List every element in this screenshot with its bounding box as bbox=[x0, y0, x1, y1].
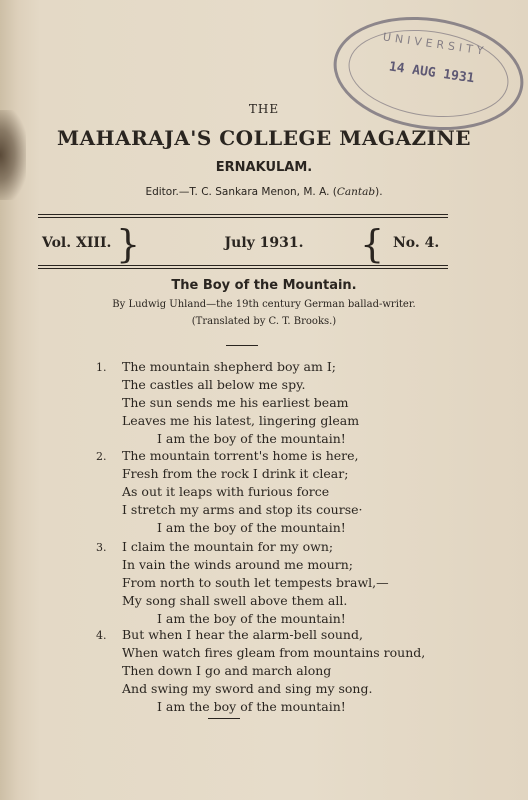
poem-line: I claim the mountain for my own; bbox=[122, 539, 334, 554]
stanza-number: 2. bbox=[96, 450, 107, 463]
end-divider bbox=[208, 718, 240, 719]
issue-number: No. 4. bbox=[393, 235, 440, 251]
stanza-number: 3. bbox=[96, 541, 107, 554]
poem-line: In vain the winds around me mourn; bbox=[122, 557, 353, 572]
magazine-title: MAHARAJA'S COLLEGE MAGAZINE bbox=[57, 126, 471, 150]
poem-line: Leaves me his latest, lingering gleam bbox=[122, 413, 360, 428]
poem-line: My song shall swell above them all. bbox=[122, 593, 348, 608]
poem-refrain: I am the boy of the mountain! bbox=[157, 611, 346, 626]
poem-translator: (Translated by C. T. Brooks.) bbox=[191, 316, 337, 327]
header-the: THE bbox=[248, 102, 280, 116]
poem-line: The mountain torrent's home is here, bbox=[122, 448, 359, 463]
stanza-number: 4. bbox=[96, 629, 107, 642]
issue-date: July 1931. bbox=[224, 235, 304, 251]
poem-line: And swing my sword and sing my song. bbox=[122, 681, 373, 696]
poem-byline: By Ludwig Uhland—the 19th century German ballad-writer. bbox=[112, 299, 416, 310]
poem-line: As out it leaps with furious force bbox=[122, 484, 330, 499]
editor-prefix: Editor.—T. C. Sankara Menon, M. A. ( bbox=[145, 186, 337, 198]
poem-line: Then down I go and march along bbox=[122, 663, 332, 678]
poem-line: I stretch my arms and stop its course· bbox=[122, 502, 363, 517]
poem-line: The sun sends me his earliest beam bbox=[122, 395, 349, 410]
stamp-text: UNIVERSITY bbox=[382, 30, 489, 58]
poem-line: The mountain shepherd boy am I; bbox=[122, 359, 336, 374]
editor-suffix: ). bbox=[375, 186, 383, 198]
magazine-city: ERNAKULAM. bbox=[215, 160, 313, 175]
poem-line: Fresh from the rock I drink it clear; bbox=[122, 466, 349, 481]
poem-line: But when I hear the alarm-bell sound, bbox=[122, 627, 363, 642]
stamp-date: 14 AUG 1931 bbox=[387, 59, 476, 87]
stanza-number: 1. bbox=[96, 361, 107, 374]
poem-line: When watch fires gleam from mountains round, bbox=[122, 645, 426, 660]
volume-label: Vol. XIII. bbox=[42, 235, 112, 251]
poem-refrain: I am the boy of the mountain! bbox=[157, 431, 346, 446]
brace-right: { bbox=[360, 222, 385, 266]
editor-qualifier: Cantab bbox=[336, 186, 376, 198]
poem-title: The Boy of the Mountain. bbox=[171, 278, 357, 293]
poem-line: The castles all below me spy. bbox=[122, 377, 306, 392]
poem-line: From north to south let tempests brawl,— bbox=[122, 575, 389, 590]
poem-refrain: I am the boy of the mountain! bbox=[157, 520, 346, 535]
poem-refrain: I am the boy of the mountain! bbox=[157, 699, 346, 714]
brace-left: } bbox=[116, 222, 141, 266]
